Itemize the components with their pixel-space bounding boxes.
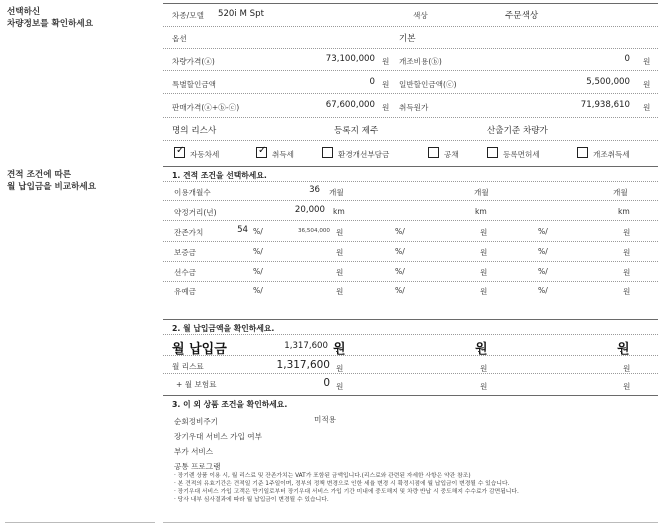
color-value: 주문색상 bbox=[505, 11, 539, 21]
percent-unit: %/ bbox=[395, 227, 405, 236]
won-unit: 원 bbox=[623, 248, 631, 257]
sidebar-heading-line: 견적 조건에 따른 bbox=[7, 170, 72, 180]
distance-unit: km bbox=[618, 207, 630, 216]
sale-price-value: 67,600,000 bbox=[325, 100, 375, 110]
common-program-label: 공통 프로그램 bbox=[174, 462, 221, 471]
mod-acq-tax-checkbox[interactable] bbox=[577, 147, 588, 158]
won-unit: 원 bbox=[480, 382, 488, 391]
row-divider bbox=[163, 281, 658, 282]
model-value: 520i M Spt bbox=[218, 9, 264, 19]
section-divider bbox=[163, 319, 658, 320]
reg-label: 등록지 제주 bbox=[334, 126, 379, 136]
residual-percent-input[interactable]: 54 bbox=[237, 225, 248, 235]
percent-unit: %/ bbox=[253, 267, 263, 276]
sidebar-heading-quote bbox=[7, 169, 96, 193]
deposit-label: 보증금 bbox=[174, 248, 197, 257]
row-divider bbox=[163, 355, 658, 356]
won-unit: 원 bbox=[336, 287, 344, 296]
won-unit: 원 bbox=[336, 248, 344, 257]
won-unit: 원 bbox=[480, 287, 488, 296]
mod-acq-tax-label: 개조취득세 bbox=[593, 150, 630, 159]
price-value: 73,100,000 bbox=[325, 54, 375, 64]
row-divider bbox=[163, 93, 658, 94]
sidebar-heading-line: 차량정보를 확인하세요 bbox=[7, 19, 94, 29]
general-discount-label: 일반할인금액(ⓒ) bbox=[399, 80, 457, 89]
monthly-lease-label: 월 리스료 bbox=[172, 362, 204, 371]
row-divider bbox=[163, 241, 658, 242]
model-label: 차종/모델 bbox=[172, 11, 204, 20]
won-unit: 원 bbox=[480, 248, 488, 257]
bond-checkbox[interactable] bbox=[428, 147, 439, 158]
row-divider bbox=[163, 200, 658, 201]
section-divider bbox=[163, 395, 658, 396]
months-unit: 개월 bbox=[613, 188, 628, 197]
distance-label: 약정거리(년) bbox=[174, 208, 217, 217]
won-unit: 원 bbox=[623, 364, 631, 373]
months-input[interactable]: 36 bbox=[309, 185, 320, 195]
won-unit: 원 bbox=[623, 287, 631, 296]
monthly-insurance-label: + 월 보험료 bbox=[176, 380, 217, 389]
maintenance-label: 순회정비주기 bbox=[174, 417, 219, 426]
won-unit: 원 bbox=[623, 228, 631, 237]
row-divider bbox=[163, 48, 658, 49]
won-unit: 원 bbox=[382, 80, 390, 89]
section-divider bbox=[163, 3, 658, 4]
row-divider bbox=[163, 373, 658, 374]
option-label: 옵션 bbox=[172, 34, 187, 43]
registration-tax-label: 등록면허세 bbox=[503, 150, 540, 159]
percent-unit: %/ bbox=[253, 227, 263, 236]
distance-unit: km bbox=[333, 207, 345, 216]
won-unit: 원 bbox=[336, 364, 344, 373]
distance-unit: km bbox=[475, 207, 487, 216]
won-unit: 원 bbox=[623, 268, 631, 277]
won-unit: 원 bbox=[475, 342, 488, 357]
residual-amount: 36,504,000 bbox=[297, 228, 330, 234]
won-unit: 원 bbox=[336, 228, 344, 237]
row-divider bbox=[163, 140, 658, 141]
advance-label: 선수금 bbox=[174, 268, 197, 277]
percent-unit: %/ bbox=[538, 247, 548, 256]
check-icon: ✓ bbox=[258, 145, 267, 156]
percent-unit: %/ bbox=[395, 247, 405, 256]
won-unit: 원 bbox=[382, 103, 390, 112]
env-charge-checkbox[interactable] bbox=[322, 147, 333, 158]
percent-unit: %/ bbox=[538, 267, 548, 276]
percent-unit: %/ bbox=[395, 286, 405, 295]
env-charge-label: 환경개선부담금 bbox=[338, 150, 390, 159]
special-discount-value: 0 bbox=[369, 77, 375, 87]
option-value: 기본 bbox=[399, 34, 416, 44]
won-unit: 원 bbox=[333, 342, 346, 357]
won-unit: 원 bbox=[336, 382, 344, 391]
won-unit: 원 bbox=[643, 57, 651, 66]
long-term-label: 장기우대 서비스 가입 여부 bbox=[174, 432, 262, 441]
auto-tax-label: 자동차세 bbox=[190, 150, 220, 159]
grace-label: 유예금 bbox=[174, 287, 197, 296]
footer-divider bbox=[5, 522, 155, 523]
sidebar-heading-line: 선택하신 bbox=[7, 7, 41, 17]
won-unit: 원 bbox=[480, 268, 488, 277]
row-divider bbox=[163, 334, 658, 335]
months-label: 이용개월수 bbox=[174, 188, 211, 197]
percent-unit: %/ bbox=[538, 286, 548, 295]
mod-value: 0 bbox=[624, 54, 630, 64]
general-discount-value: 5,500,000 bbox=[586, 77, 630, 87]
registration-tax-checkbox[interactable] bbox=[487, 147, 498, 158]
special-discount-label: 특별할인금액 bbox=[172, 80, 217, 89]
monthly-lease-value: 1,317,600 bbox=[276, 359, 330, 371]
row-divider bbox=[163, 181, 658, 182]
distance-input[interactable]: 20,000 bbox=[294, 205, 325, 215]
percent-unit: %/ bbox=[538, 227, 548, 236]
footer-divider bbox=[163, 522, 658, 523]
notice-line: · 장기렌 상품 이용 시, 월 리스료 및 잔존가치는 VAT가 포함된 금액입니다.(리스료와 관련된 자세한 사항은 약관 참조) bbox=[174, 473, 471, 479]
section-divider bbox=[163, 166, 658, 167]
row-divider bbox=[163, 261, 658, 262]
notice-line: · 당사 내부 심사결과에 따라 월 납입금이 변경될 수 있습니다. bbox=[174, 497, 329, 503]
sidebar-heading-line: 월 납입금을 비교하세요 bbox=[7, 182, 96, 192]
months-unit: 개월 bbox=[474, 188, 489, 197]
won-unit: 원 bbox=[480, 364, 488, 373]
won-unit: 원 bbox=[480, 228, 488, 237]
monthly-insurance-value: 0 bbox=[323, 377, 330, 389]
percent-unit: %/ bbox=[253, 286, 263, 295]
acq-cost-label: 취득원가 bbox=[399, 103, 429, 112]
row-divider bbox=[163, 220, 658, 221]
row-divider bbox=[163, 26, 658, 27]
acquisition-tax-checkbox[interactable] bbox=[256, 147, 267, 158]
lessee-label: 명의 리스사 bbox=[172, 126, 217, 136]
row-divider bbox=[163, 70, 658, 71]
mod-label: 개조비용(ⓑ) bbox=[399, 57, 442, 66]
sidebar-heading-vehicle bbox=[7, 6, 93, 30]
monthly-total-label: 월 납입금 bbox=[172, 342, 227, 357]
price-label: 차량가격(ⓐ) bbox=[172, 57, 215, 66]
other-header: 3. 이 외 상품 조건을 확인하세요. bbox=[172, 400, 288, 409]
residual-label: 잔존가치 bbox=[174, 228, 204, 237]
won-unit: 원 bbox=[617, 342, 630, 357]
won-unit: 원 bbox=[382, 57, 390, 66]
basis-label: 산출기준 차량가 bbox=[487, 126, 548, 136]
won-unit: 원 bbox=[643, 103, 651, 112]
won-unit: 원 bbox=[336, 268, 344, 277]
acq-cost-value: 71,938,610 bbox=[580, 100, 630, 110]
monthly-total-value: 1,317,600 bbox=[284, 341, 328, 351]
notice-line: · 장기우대 서비스 가입 고객은 만기일로부터 장기우대 서비스 가입 기간 미내에 중도해지 및 차량 반납 시 중도해지 수수료가 감면됩니다. bbox=[174, 489, 519, 495]
notice-line: · 본 견적의 유효기간은 견적일 기준 1주일이며, 정부의 정책 변경으로 인한 세율 변경 시 확정시점에 월 납입금이 변경될 수 있습니다. bbox=[174, 481, 510, 487]
acquisition-tax-label: 취득세 bbox=[272, 150, 295, 159]
maintenance-value: 미적용 bbox=[314, 415, 337, 424]
won-unit: 원 bbox=[623, 382, 631, 391]
percent-unit: %/ bbox=[253, 247, 263, 256]
monthly-header: 2. 월 납입금액을 확인하세요. bbox=[172, 324, 275, 333]
months-unit: 개월 bbox=[329, 188, 344, 197]
row-divider bbox=[163, 117, 658, 118]
won-unit: 원 bbox=[643, 80, 651, 89]
bond-label: 공채 bbox=[444, 150, 459, 159]
quote-header: 1. 견적 조건을 선택하세요. bbox=[172, 171, 267, 180]
sale-price-label: 판매가격(ⓐ+ⓑ-ⓒ) bbox=[172, 103, 240, 112]
auto-tax-checkbox[interactable] bbox=[174, 147, 185, 158]
check-icon: ✓ bbox=[176, 145, 185, 156]
percent-unit: %/ bbox=[395, 267, 405, 276]
color-label: 색상 bbox=[413, 11, 428, 20]
extra-service-label: 부가 서비스 bbox=[174, 447, 214, 456]
